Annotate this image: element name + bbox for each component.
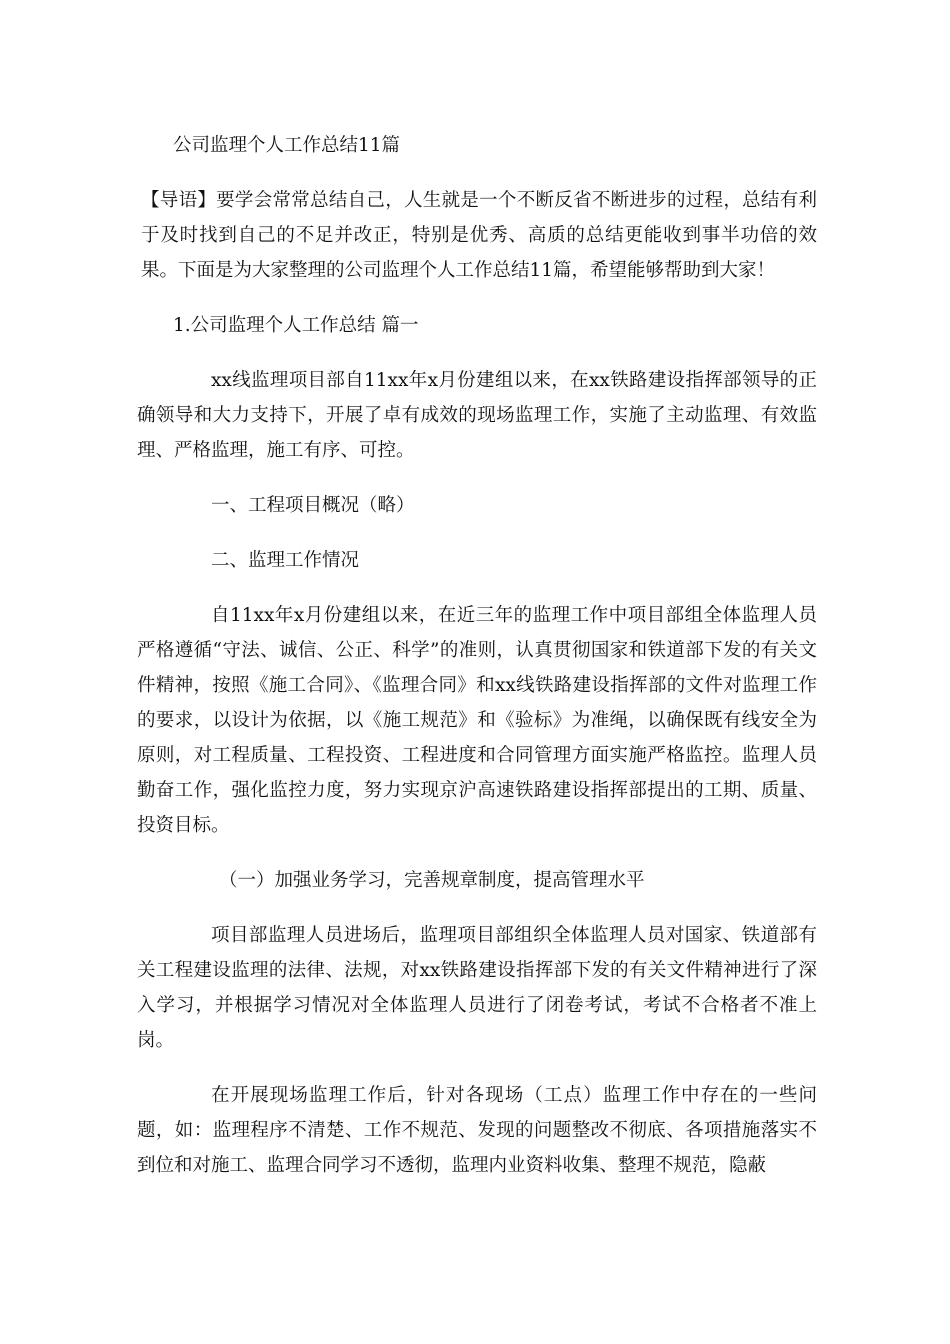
heading-project-overview: 一、工程项目概况（略） xyxy=(211,495,415,516)
document-page xyxy=(137,128,817,1203)
heading-sub-1: （一）加强业务学习，完善规章制度，提高管理水平 xyxy=(219,870,645,891)
paragraph-3: 项目部监理人员进场后，监理项目部组织全体监理人员对国家、铁道部有关工程建设监理的法律、法规，对xx铁路建设指挥部下发的有关文件精神进行了深入学习，并根据学习情况对全体监理人员进行了闭卷考试，考试不合格者不准上岗。 xyxy=(137,925,817,1051)
intro-paragraph: 【导语】要学会常常总结自己，人生就是一个不断反省不断进步的过程，总结有利于及时找到自己的不足并改正，特别是优秀、高质的总结更能收到事半功倍的效果。下面是为大家整理的公司监理个人工作总结11篇，希望能够帮助到大家！ xyxy=(141,190,817,281)
section-heading-1: 1.公司监理个人工作总结 篇一 xyxy=(173,315,419,336)
document-title: 公司监理个人工作总结11篇 xyxy=(173,135,401,156)
paragraph-4: 在开展现场监理工作后，针对各现场（工点）监理工作中存在的一些问题，如：监理程序不清楚、工作不规范、发现的问题整改不彻底、各项措施落实不到位和对施工、监理合同学习不透彻，监理内业资料收集、整理不规范，隐蔽 xyxy=(137,1085,817,1176)
paragraph-2: 自11xx年x月份建组以来，在近三年的监理工作中项目部组全体监理人员严格遵循“守法、诚信、公正、科学”的准则，认真贯彻国家和铁道部下发的有关文件精神，按照《施工合同》、《监理合同》和xx线铁路建设指挥部的文件对监理工作的要求，以设计为依据，以《施工规范》和《验标》为准绳，以确保既有线安全为原则，对工程质量、工程投资、工程进度和合同管理方面实施严格监控。监理人员勤奋工作，强化监控力度，努力实现京沪高速铁路建设指挥部提出的工期、质量、投资目标。 xyxy=(137,605,817,836)
heading-supervision-work: 二、监理工作情况 xyxy=(211,550,360,571)
paragraph-1: xx线监理项目部自11xx年x月份建组以来，在xx铁路建设指挥部领导的正确领导和大力支持下，开展了卓有成效的现场监理工作，实施了主动监理、有效监理、严格监理，施工有序、可控。 xyxy=(137,370,817,461)
